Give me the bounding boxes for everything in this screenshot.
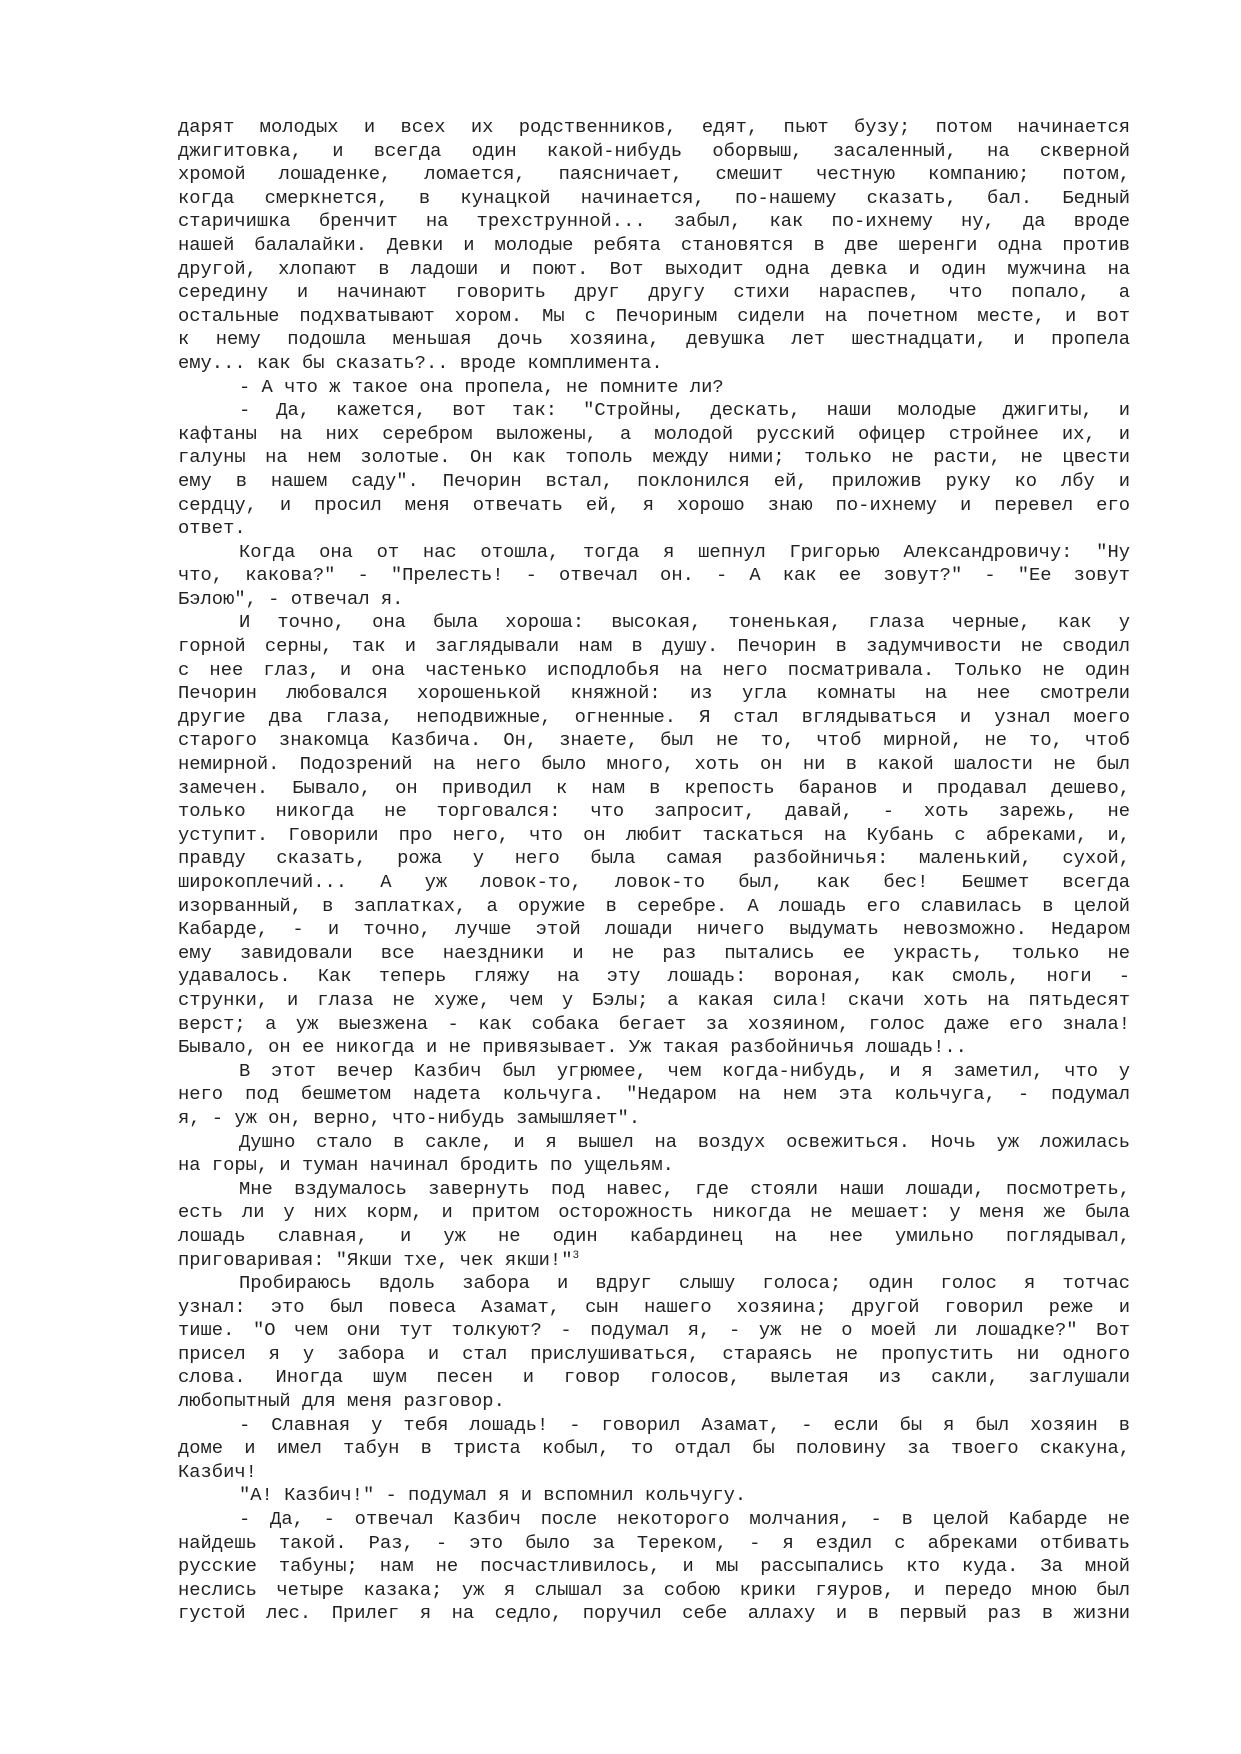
text-line-content: доме и имел табун в триста кобыл, то отдал бы половину за твоего скакуна,	[178, 1437, 1130, 1460]
text-line-content: остальные подхватывают хором. Мы с Печориным сидели на почетном месте, и вот	[178, 304, 1130, 327]
text-line-content: хромой лошаденке, ломается, паясничает, смешит честную компанию; потом,	[178, 163, 1130, 186]
text-line-content: русские табуны; нам не посчастливилось, и мы рассыпались кто куда. За мной	[178, 1555, 1130, 1578]
text-line	[178, 1083, 1130, 1107]
text-line	[178, 611, 1130, 635]
text-line	[178, 446, 1130, 470]
text-line-content: Кабарде, - и точно, лучше этой лошади ничего выдумать невозможно. Недаром	[178, 918, 1130, 941]
text-line-content: верст; а уж выезжена - как собака бегает за хозяином, голос даже его знала!	[178, 1012, 1130, 1035]
text-line-content: Бывало, он ее никогда и не привязывает. Уж такая разбойничья лошадь!..	[178, 1036, 967, 1059]
text-line	[178, 328, 1130, 352]
text-line	[178, 1178, 1130, 1202]
text-line	[178, 1107, 1130, 1131]
text-line	[178, 1461, 1130, 1485]
text-line-content: середину и начинают говорить друг другу стихи нараспев, что попало, а	[178, 281, 1130, 304]
text-line-content: - А что ж такое она пропела, не помните ли?	[239, 375, 724, 398]
text-line	[178, 305, 1130, 329]
text-line	[178, 706, 1130, 730]
text-line-content: с нее глаз, и она частенько исподлобья на него посматривала. Только не один	[178, 658, 1130, 681]
text-line-content: удавалось. Как теперь гляжу на эту лошадь: вороная, как смоль, ноги -	[178, 965, 1130, 988]
text-line-content: уступит. Говорили про него, что он любит таскаться на Кубань с абреками, и,	[178, 823, 1130, 846]
text-line-content: струнки, и глаза не хуже, чем у Бэлы; а какая сила! скачи хоть на пятьдесят	[178, 988, 1130, 1011]
text-line-content: на горы, и туман начинал бродить по ущельям.	[178, 1154, 674, 1177]
text-line-content: ответ.	[178, 517, 246, 540]
footnote-marker: 3	[572, 1249, 580, 1262]
text-line	[178, 847, 1130, 871]
text-line	[178, 1555, 1130, 1579]
text-line-content: старого знакомца Казбича. Он, знаете, был не то, чтоб мирной, не то, чтоб	[178, 729, 1130, 752]
text-line-content: "А! Казбич!" - подумал я и вспомнил кольчугу.	[239, 1484, 747, 1507]
text-line-content: правду сказать, рожа у него была самая разбойничья: маленький, сухой,	[178, 847, 1130, 870]
text-line-content: - Да, - отвечал Казбич после некоторого молчания, - в целой Кабарде не	[239, 1508, 1130, 1531]
text-line	[178, 1319, 1130, 1343]
text-line-content: нашей балалайки. Девки и молодые ребята становятся в две шеренги одна против	[178, 233, 1130, 256]
text-line	[178, 494, 1130, 518]
text-line	[178, 399, 1130, 423]
text-line	[178, 635, 1130, 659]
text-line	[178, 116, 1130, 140]
text-line-content: неслись четыре казака; уж я слышал за собою крики гяуров, и передо мною был	[178, 1578, 1130, 1601]
text-line	[178, 918, 1130, 942]
text-line	[178, 989, 1130, 1013]
text-line	[178, 1296, 1130, 1320]
text-line-content: ему завидовали все наездники и не раз пытались ее украсть, только не	[178, 941, 1130, 964]
text-line-content: приговаривая: "Якши тхе, чек якши!"	[178, 1248, 573, 1271]
text-line	[178, 1225, 1130, 1249]
text-line	[178, 1508, 1130, 1532]
text-line-content: найдешь такой. Раз, - это было за Тереком, - я ездил с абреками отбивать	[178, 1531, 1130, 1554]
text-line-content: ему в нашем саду". Печорин встал, поклонился ей, приложив руку ко лбу и	[178, 469, 1130, 492]
text-line-content: джигитовка, и всегда один какой-нибудь оборвыш, засаленный, на скверной	[178, 139, 1130, 162]
text-line	[178, 1484, 1130, 1508]
text-line-content: В этот вечер Казбич был угрюмее, чем когда-нибудь, и я заметил, что у	[239, 1059, 1130, 1082]
text-line-content: И точно, она была хороша: высокая, тоненькая, глаза черные, как у	[239, 611, 1130, 634]
text-line-content: Мне вздумалось завернуть под навес, где стояли наши лошади, посмотреть,	[239, 1177, 1130, 1200]
text-line	[178, 423, 1130, 447]
text-line	[178, 281, 1130, 305]
text-line	[178, 824, 1130, 848]
text-line	[178, 470, 1130, 494]
text-line-content: - Славная у тебя лошадь! - говорил Азамат, - если бы я был хозяин в	[239, 1413, 1130, 1436]
text-line-content: когда смеркнется, в кунацкой начинается, по-нашему сказать, бал. Бедный	[178, 186, 1130, 209]
text-line-content: немирной. Подозрений на него было много, хоть он ни в какой шалости не был	[178, 753, 1130, 776]
text-line	[178, 682, 1130, 706]
text-line	[178, 564, 1130, 588]
text-line-content: узнал: это был повеса Азамат, сын нашего хозяина; другой говорил реже и	[178, 1295, 1130, 1318]
text-line-content: ему... как бы сказать?.. вроде комплимента.	[178, 351, 663, 374]
body-text	[178, 116, 1130, 1626]
text-line-content: кафтаны на них серебром выложены, а молодой русский офицер стройнее их, и	[178, 422, 1130, 445]
text-line-content: горной серны, так и заглядывали нам в душу. Печорин в задумчивости не сводил	[178, 635, 1130, 658]
text-line	[178, 376, 1130, 400]
text-line	[178, 1366, 1130, 1390]
text-line-content: - Да, кажется, вот так: "Стройны, дескать, наши молодые джигиты, и	[239, 399, 1130, 422]
text-line-content: я, - уж он, верно, что-нибудь замышляет".	[178, 1106, 641, 1129]
text-line-content: любопытный для меня разговор.	[178, 1390, 505, 1413]
text-line	[178, 871, 1130, 895]
text-line-content: к нему подошла меньшая дочь хозяина, девушка лет шестнадцати, и пропела	[178, 328, 1130, 351]
text-line	[178, 1060, 1130, 1084]
text-line	[178, 965, 1130, 989]
text-line	[178, 659, 1130, 683]
text-line	[178, 1249, 1130, 1273]
text-line-content: слова. Иногда шум песен и говор голосов, вылетая из сакли, заглушали	[178, 1366, 1130, 1389]
text-line-content: только никогда не торговался: что запросит, давай, - хоть зарежь, не	[178, 800, 1130, 823]
text-line	[178, 1343, 1130, 1367]
text-line-content: Когда она от нас отошла, тогда я шепнул Григорью Александровичу: "Ну	[239, 540, 1130, 563]
text-line-content: замечен. Бывало, он приводил к нам в крепость баранов и продавал дешево,	[178, 776, 1130, 799]
text-line	[178, 210, 1130, 234]
text-line-content: Душно стало в сакле, и я вышел на воздух освежиться. Ночь уж ложилась	[239, 1130, 1130, 1153]
text-line-content: изорванный, в заплатках, а оружие в серебре. А лошадь его славилась в целой	[178, 894, 1130, 917]
text-line	[178, 588, 1130, 612]
text-line-content: тише. "О чем они тут толкуют? - подумал я, - уж не о моей ли лошадке?" Вот	[178, 1319, 1130, 1342]
text-line	[178, 1414, 1130, 1438]
text-line	[178, 753, 1130, 777]
text-line	[178, 895, 1130, 919]
text-line	[178, 1131, 1130, 1155]
text-line	[178, 1579, 1130, 1603]
text-line	[178, 729, 1130, 753]
text-line	[178, 1154, 1130, 1178]
text-line-content: присел я у забора и стал прислушиваться, стараясь не пропустить ни одного	[178, 1342, 1130, 1365]
text-line	[178, 541, 1130, 565]
text-line	[178, 800, 1130, 824]
text-line-content: старичишка бренчит на трехструнной... забыл, как по-ихнему ну, да вроде	[178, 210, 1130, 233]
text-line-content: другой, хлопают в ладоши и поют. Вот выходит одна девка и один мужчина на	[178, 257, 1130, 280]
text-line	[178, 1602, 1130, 1626]
text-line	[178, 1013, 1130, 1037]
text-line	[178, 942, 1130, 966]
text-line-content: густой лес. Прилег я на седло, поручил себе аллаху и в первый раз в жизни	[178, 1602, 1130, 1625]
text-line-content: дарят молодых и всех их родственников, едят, пьют бузу; потом начинается	[178, 116, 1130, 138]
text-line	[178, 140, 1130, 164]
text-line-content: него под бешметом надета кольчуга. "Недаром на нем эта кольчуга, - подумал	[178, 1083, 1130, 1106]
text-line	[178, 1036, 1130, 1060]
text-line-content: Казбич!	[178, 1460, 257, 1483]
text-line-content: что, какова?" - "Прелесть! - отвечал он. - А как ее зовут?" - "Ее зовут	[178, 564, 1130, 587]
text-line-content: галуны на нем золотые. Он как тополь между ними; только не расти, не цвести	[178, 446, 1130, 469]
text-line	[178, 517, 1130, 541]
text-line-content: сердцу, и просил меня отвечать ей, я хорошо знаю по-ихнему и перевел его	[178, 493, 1130, 516]
text-line-content: Пробираюсь вдоль забора и вдруг слышу голоса; один голос я тотчас	[239, 1272, 1130, 1295]
text-line	[178, 1272, 1130, 1296]
text-line-content: Печорин любовался хорошенькой княжной: из угла комнаты на нее смотрели	[178, 682, 1130, 705]
text-line-content: лошадь славная, и уж не один кабардинец на нее умильно поглядывал,	[178, 1224, 1130, 1247]
text-line	[178, 187, 1130, 211]
text-line	[178, 1390, 1130, 1414]
text-line	[178, 1201, 1130, 1225]
text-line-content: широкоплечий... А уж ловок-то, ловок-то был, как бес! Бешмет всегда	[178, 871, 1130, 893]
text-line-content: другие два глаза, неподвижные, огненные. Я стал вглядываться и узнал моего	[178, 705, 1130, 728]
text-line	[178, 258, 1130, 282]
text-line	[178, 234, 1130, 258]
text-line-content: есть ли у них корм, и притом осторожность никогда не мешает: у меня же была	[178, 1201, 1130, 1224]
text-line	[178, 1437, 1130, 1461]
text-line	[178, 777, 1130, 801]
text-line	[178, 1532, 1130, 1556]
text-line-content: Бэлою", - отвечал я.	[178, 587, 404, 610]
text-line	[178, 163, 1130, 187]
text-line	[178, 352, 1130, 376]
